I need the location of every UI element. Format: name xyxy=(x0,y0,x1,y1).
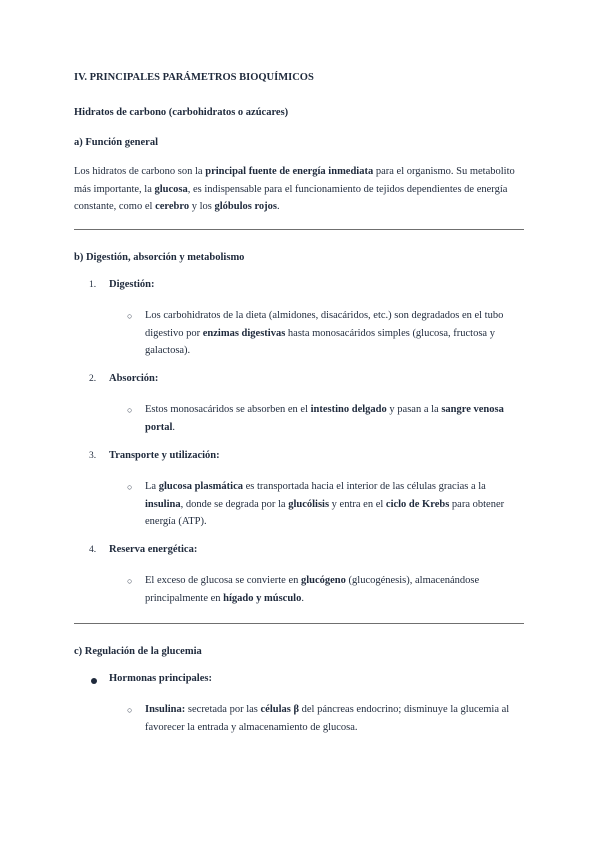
paragraph-funcion-general: Los hidratos de carbono son la principal fuente de energía inmediata para el organismo. Su metabolito más importante, la glucosa, es indispensable para el funcionamiento de tejidos dependientes de energía constante, como el cerebro y los glóbulos rojos. xyxy=(74,166,515,212)
text-reserva: El exceso de glucosa se convierte en glucógeno (glucogénesis), almacenándose principalmente en hígado y músculo. xyxy=(145,575,480,604)
divider xyxy=(74,229,524,230)
subtitle: Hidratos de carbono (carbohidratos o azúcares) xyxy=(74,107,289,118)
list-number: 2. xyxy=(89,374,97,384)
subheading-transporte: Transporte y utilización: xyxy=(109,450,220,461)
text-transporte: La glucosa plasmática es transportada hacia el interior de las células gracias a la insulina, donde se degrada por la glucólisis y entra en el ciclo de Krebs para obtener energía (ATP). xyxy=(145,481,505,527)
subheading-reserva: Reserva energética: xyxy=(109,544,198,555)
circle-bullet: ○ xyxy=(127,576,133,586)
subheading-hormonas: Hormonas principales: xyxy=(109,673,212,684)
list-number: 1. xyxy=(89,280,97,290)
circle-bullet: ○ xyxy=(127,311,133,321)
disc-bullet xyxy=(91,678,97,684)
text-insulina: Insulina: secretada por las células β del páncreas endocrino; disminuye la glucemia al favorecer la entrada y almacenamiento de glucosa. xyxy=(145,704,510,733)
section-title: IV. PRINCIPALES PARÁMETROS BIOQUÍMICOS xyxy=(74,72,314,83)
circle-bullet: ○ xyxy=(127,405,133,415)
subheading-absorcion: Absorción: xyxy=(109,373,159,384)
list-number: 3. xyxy=(89,451,97,461)
heading-regulacion-glucemia: c) Regulación de la glucemia xyxy=(74,646,202,657)
text-digestion: Los carbohidratos de la dieta (almidones, disacáridos, etc.) son degradados en el tubo digestivo por enzimas digestivas hasta monosacáridos simples (glucosa, fructosa y galactosa). xyxy=(145,310,504,356)
divider xyxy=(74,623,524,624)
heading-digestion-absorcion: b) Digestión, absorción y metabolismo xyxy=(74,252,245,263)
heading-funcion-general: a) Función general xyxy=(74,137,158,148)
circle-bullet: ○ xyxy=(127,482,133,492)
text-absorcion: Estos monosacáridos se absorben en el intestino delgado y pasan a la sangre venosa portal. xyxy=(145,404,504,433)
circle-bullet: ○ xyxy=(127,705,133,715)
list-number: 4. xyxy=(89,545,97,555)
subheading-digestion: Digestión: xyxy=(109,279,155,290)
